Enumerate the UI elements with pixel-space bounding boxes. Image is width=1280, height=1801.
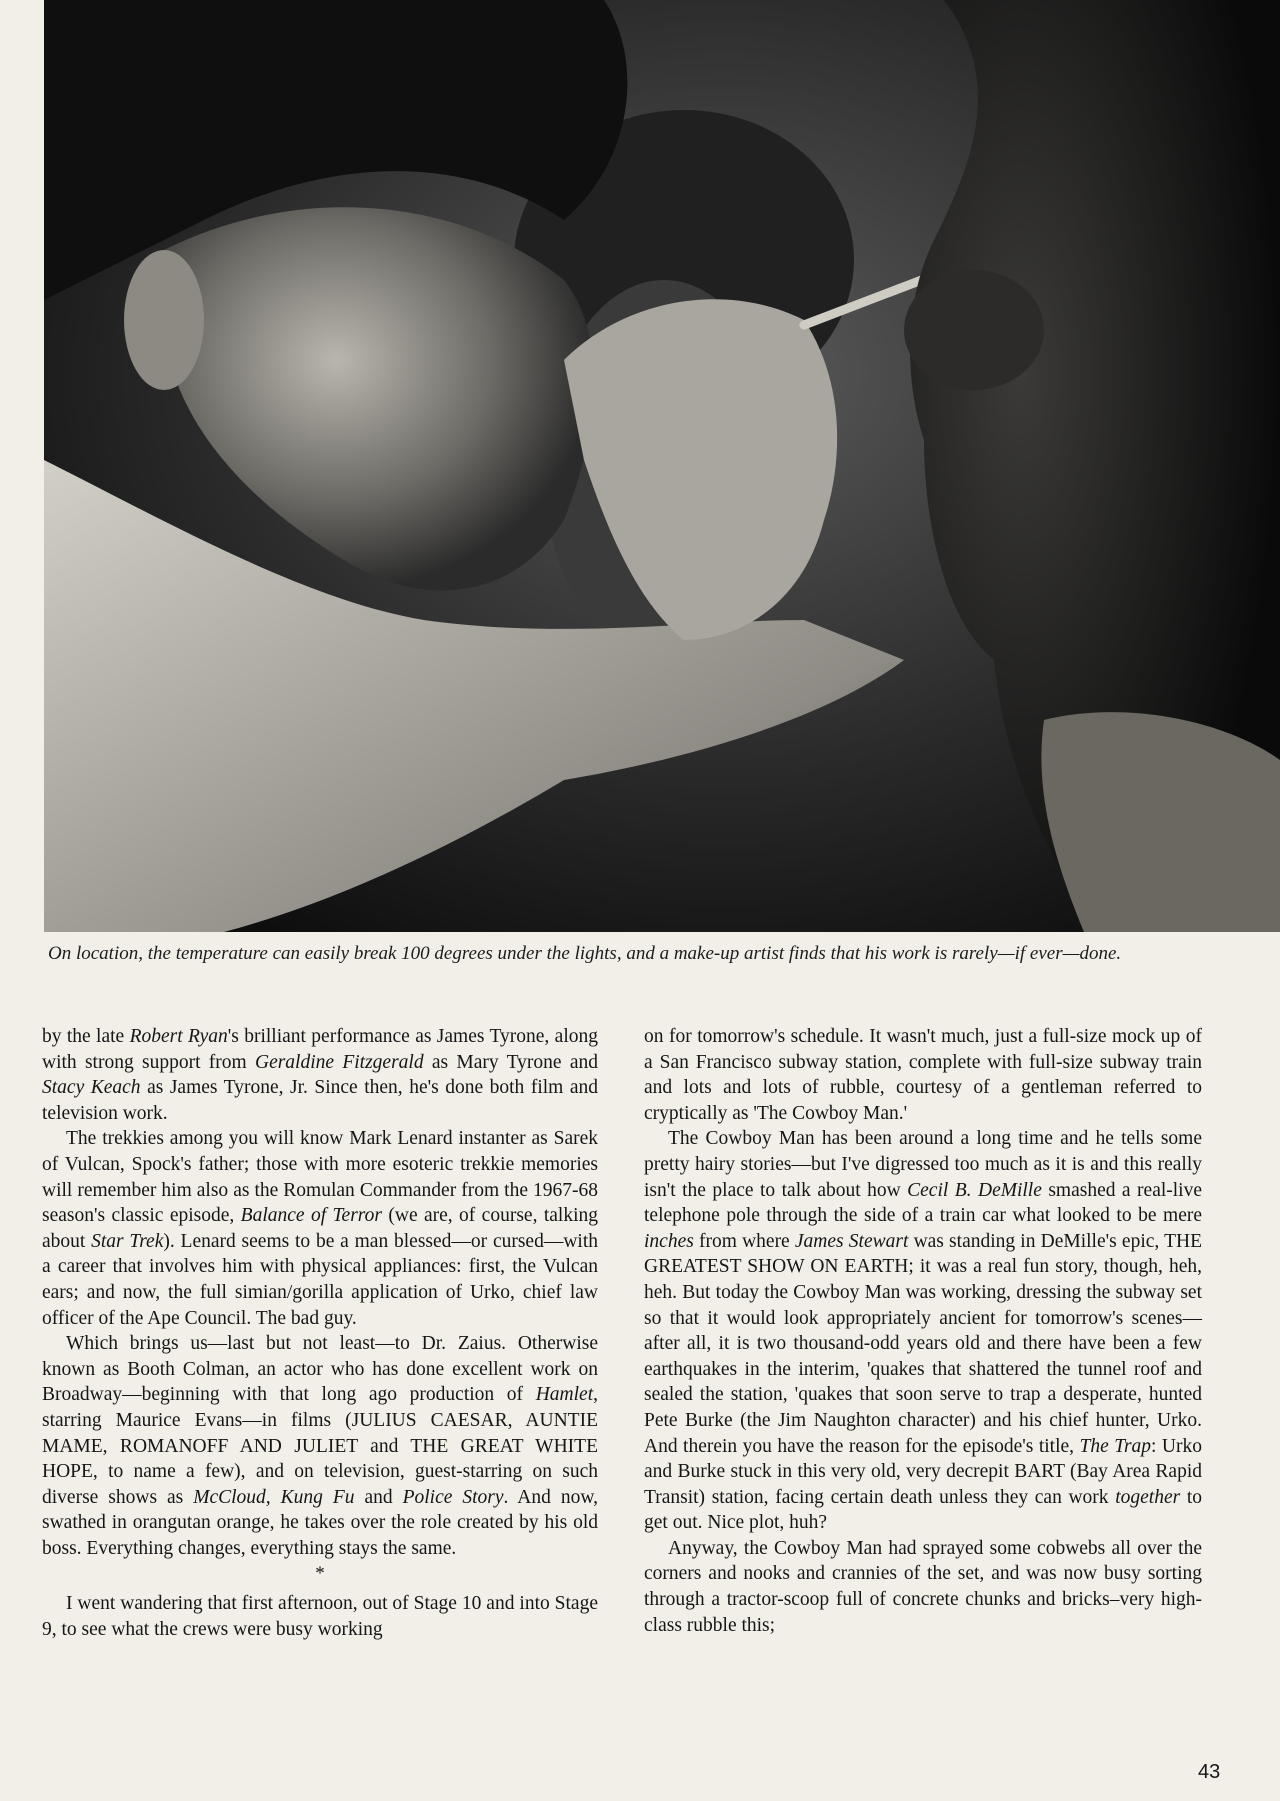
right-paragraph-1: on for tomorrow's schedule. It wasn't much, just a full-size mock up of a San Francisco subway station, complete with full-size subway train and lots and lots of rubble, courtesy of a gentleman referred to cryptically as 'The Cowboy Man.' xyxy=(644,1026,1202,1124)
right-paragraph-2: The Cowboy Man has been around a long time and he tells some pretty hairy stories—but I've digressed too much as it is and this really isn't the place to talk about how Cecil B. DeMille smashed a real-live telephone pole through the side of a train car what looked to be mere inches from where James Stewart was standing in DeMille's epic, THE GREATEST SHOW ON EARTH; it was a real fun story, though, heh, heh. But today the Cowboy Man was working, dressing the subway set so that it would look appropriately ancient for tomorrow's scenes—after all, it is two thousand-odd years old and there have been a few earthquakes in the interim, 'quakes that shattered the tunnel roof and sealed the station, 'quakes that soon serve to trap a desperate, hunted Pete Burke (the Jim Naughton character) and his chief hunter, Urko. And therein you have the reason for the episode's title, The Trap: Urko and Burke stuck in this very old, very decrepit BART (Bay Area Rapid Transit) station, facing certain death unless they can work together to get out. Nice plot, huh? xyxy=(644,1128,1203,1534)
left-paragraph-2: The trekkies among you will know Mark Lenard instanter as Sarek of Vulcan, Spock's father; those with more esoteric trekkie memories will remember him also as the Romulan Commander from the 1967-68 season's classic episode, Balance of Terror (we are, of course, talking about Star Trek). Lenard seems to be a man blessed—or cursed—with a career that involves him with physical appliances: first, the Vulcan ears; and now, the full simian/gorilla application of Urko, chief law officer of the Ape Council. The bad guy. xyxy=(42,1128,598,1329)
photo-illustration xyxy=(44,0,1280,932)
section-separator: * xyxy=(315,1563,325,1585)
page-number: 43 xyxy=(1198,1761,1221,1783)
right-column xyxy=(644,1024,1202,1638)
left-paragraph-3: Which brings us—last but not least—to Dr. Zaius. Otherwise known as Booth Colman, an actor who has done excellent work on Broadway—beginning with that long ago production of Hamlet, starring Maurice Evans—in films (JULIUS CAESAR, AUNTIE MAME, ROMANOFF AND JULIET and THE GREAT WHITE HOPE, to name a few), and on television, guest-starring on such diverse shows as McCloud, Kung Fu and Police Story. And now, swathed in orangutan orange, he takes over the role created by his old boss. Everything changes, everything stays the same. xyxy=(42,1333,599,1559)
right-paragraph-3: Anyway, the Cowboy Man had sprayed some cobwebs all over the corners and nooks and crannies of the set, and was now busy sorting through a tractor-scoop full of concrete chunks and bricks–very high-class rubble this; xyxy=(644,1537,1202,1636)
left-column xyxy=(42,1024,598,1643)
left-paragraph-1: by the late Robert Ryan's brilliant performance as James Tyrone, along with strong support from Geraldine Fitzgerald as Mary Tyrone and Stacy Keach as James Tyrone, Jr. Since then, he's done both film and television work. xyxy=(42,1026,598,1124)
left-paragraph-4: I went wandering that first afternoon, out of Stage 10 and into Stage 9, to see what the crews were busy working xyxy=(42,1593,598,1641)
photo-caption: On location, the temperature can easily break 100 degrees under the lights, and a make-up artist finds that his work is rarely—if ever—done. xyxy=(48,943,1122,964)
photo-makeup-artist xyxy=(44,0,1280,932)
